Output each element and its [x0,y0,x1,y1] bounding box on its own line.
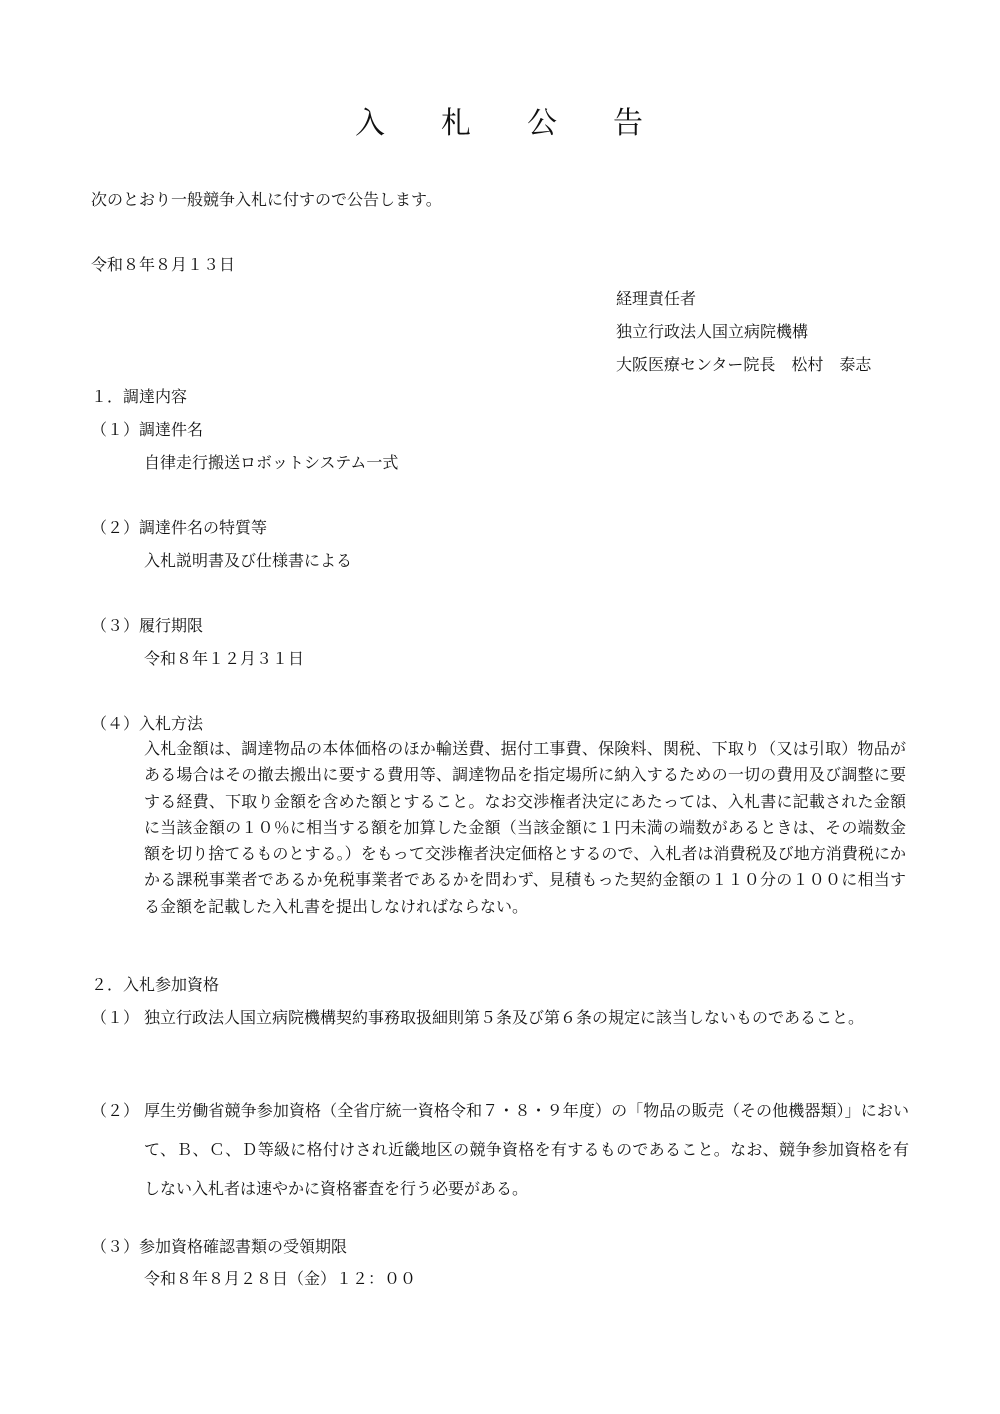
item-label: （２） [91,1101,140,1120]
item-label: （３）履行期限 [91,616,204,635]
item-label: （１） [91,1008,140,1027]
item-value: 令和８年８月２８日（金）１２：００ [144,1269,417,1288]
title-char: 札 [441,106,473,141]
title-char: 告 [613,106,645,141]
item-label: （２）調達件名の特質等 [91,518,268,537]
qualification-1-text: 独立行政法人国立病院機構契約事務取扱細則第５条及び第６条の規定に該当しないものであること。 [144,1008,865,1027]
announcement-date: 令和８年８月１３日 [91,255,236,274]
intro-text: 次のとおり一般競争入札に付すので公告します。 [91,190,442,209]
title-char: 入 [355,106,387,141]
item-value: 入札説明書及び仕様書による [144,551,353,570]
page-title [0,104,1000,144]
item-value: 令和８年１２月３１日 [144,649,305,668]
section2-heading: ２．入札参加資格 [91,975,220,994]
qualification-2-text: 厚生労働省競争参加資格（全省庁統一資格令和７・８・９年度）の「物品の販売（その他機器類）」において、Ｂ、Ｃ、Ｄ等級に格付けされ近畿地区の競争資格を有するものであること。なお、競争参加資格を有しない入札者は速やかに資格審査を行う必要がある。 [144,1101,909,1198]
issuer-role: 経理責任者 [616,289,697,308]
issuer-organization: 独立行政法人国立病院機構 [616,322,809,341]
title-char: 公 [527,106,559,141]
item-label: （１）調達件名 [91,420,204,439]
section1-heading: １．調達内容 [91,387,188,406]
item-label: （３）参加資格確認書類の受領期限 [91,1237,348,1256]
issuer-name: 大阪医療センター院長 松村 泰志 [616,355,872,374]
bidding-method-text: 入札金額は、調達物品の本体価格のほか輸送費、据付工事費、保険料、関税、下取り（又は引取）物品がある場合はその撤去搬出に要する費用等、調達物品を指定場所に納入するための一切の費用及び調整に要する経費、下取り金額を含めた額とすること。なお交渉権者決定にあたっては、入札書に記載された金額に当該金額の１０％に相当する額を加算した金額（当該金額に１円未満の端数があるときは、その端数金額を切り捨てるものとする。）をもって交渉権者決定価格とするので、入札者は消費税及び地方消費税にかかる課税事業者であるか免税事業者であるかを問わず、見積もった契約金額の１１０分の１００に相当する金額を記載した入札書を提出しなければならない。 [144,739,906,916]
item-value: 自律走行搬送ロボットシステム一式 [144,453,399,472]
item-label: （４）入札方法 [91,714,204,733]
